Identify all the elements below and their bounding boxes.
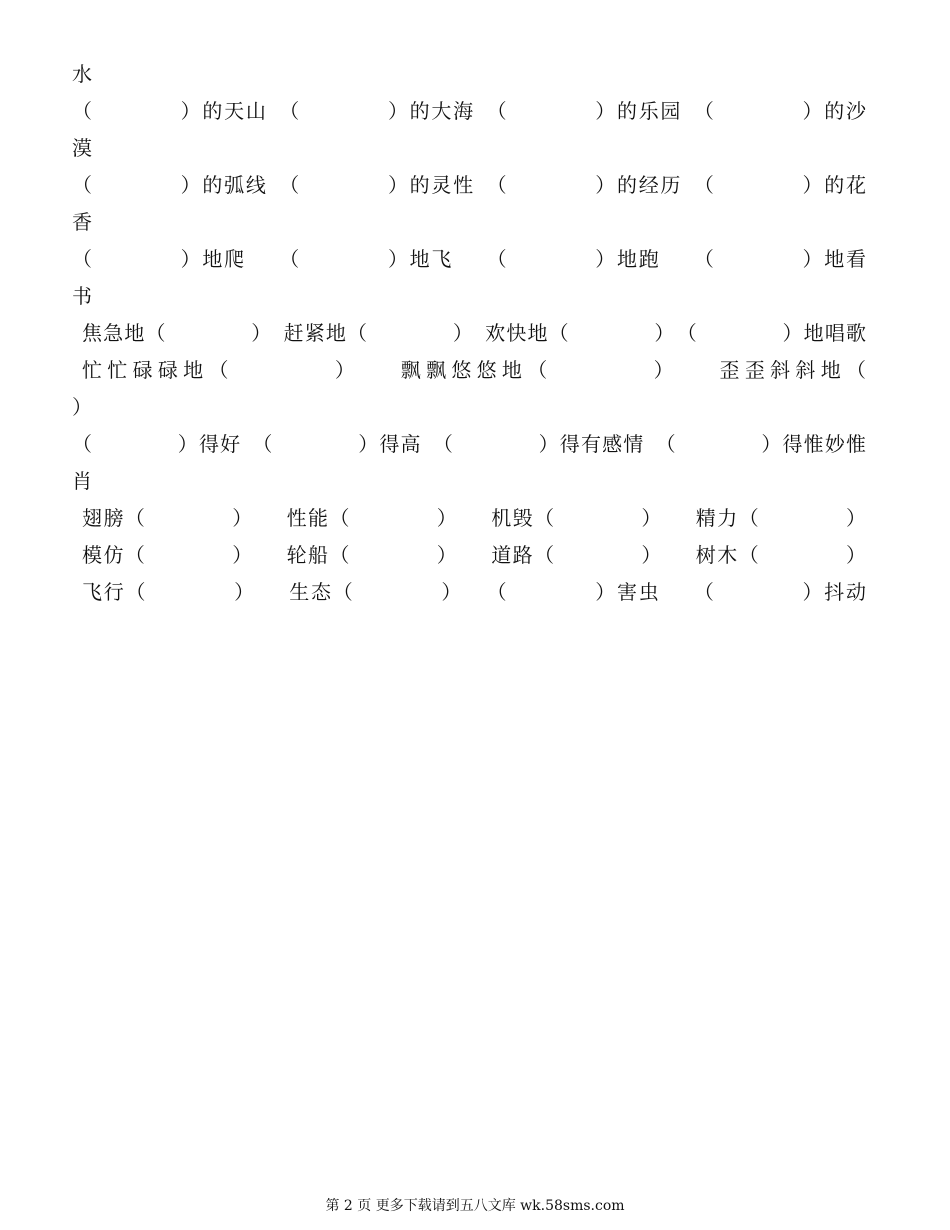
worksheet-line: 焦急地（ ） 赶紧地（ ） 欢快地（ ） （ ）地唱歌 <box>82 321 866 345</box>
worksheet-line: 肖 <box>72 469 92 493</box>
page-footer: 第 2 页 更多下载请到五八文库 wk.58sms.com <box>325 1198 625 1214</box>
worksheet-line: 模仿（ ） 轮船（ ） 道路（ ） 树木（ ） <box>82 543 866 567</box>
worksheet-line: 漠 <box>72 136 92 160</box>
worksheet-line: （ ）得好 （ ）得高 （ ）得有感情 （ ）得惟妙惟 <box>72 432 866 456</box>
worksheet-line: 翅膀（ ） 性能（ ） 机毁（ ） 精力（ ） <box>82 506 866 530</box>
worksheet-line: ） <box>72 395 92 419</box>
worksheet-body <box>72 56 866 611</box>
worksheet-line: （ ）的天山 （ ）的大海 （ ）的乐园 （ ）的沙 <box>72 99 866 123</box>
worksheet-line: 香 <box>72 210 92 234</box>
worksheet-line: （ ）地爬 （ ）地飞 （ ）地跑 （ ）地看 <box>72 247 866 271</box>
worksheet-line: （ ）的弧线 （ ）的灵性 （ ）的经历 （ ）的花 <box>72 173 866 197</box>
worksheet-line: 书 <box>72 284 92 308</box>
worksheet-line: 忙忙碌碌地（ ） 飘飘悠悠地（ ） 歪歪斜斜地（ <box>82 358 866 382</box>
worksheet-line: 水 <box>72 62 92 86</box>
worksheet-line: 飞行（ ） 生态（ ） （ ）害虫 （ ）抖动 <box>82 580 866 604</box>
